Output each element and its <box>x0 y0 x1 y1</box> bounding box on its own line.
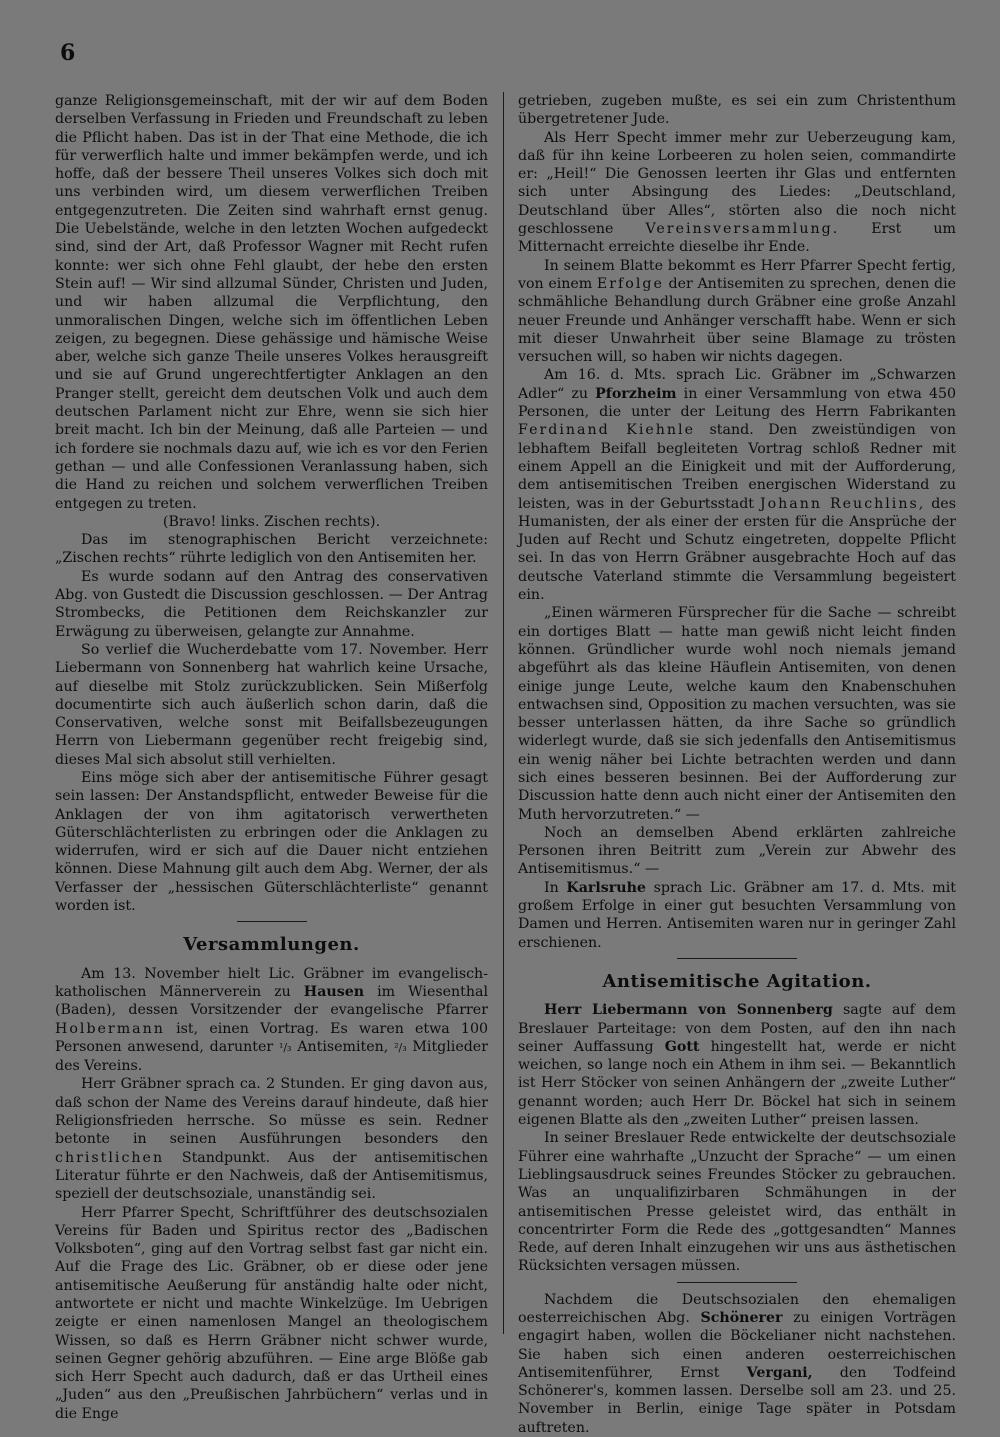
section-heading: Versammlungen. <box>183 934 360 956</box>
left-column <box>55 92 488 1423</box>
paragraph: So verlief die Wucherdebatte vom 17. November. Herr Liebermann von Sonnenberg hat wahrlich keine Ursache, auf dieselbe mit Stolz zurückzublicken. Sein Mißerfolg documentirte sich auch äußerlich schon darin, daß die Conservativen, welche sonst mit Beifallsbezeugungen Herrn von Liebermann gegenüber recht freigebig sind, dieses Mal sich absolut still verhielten. <box>55 641 488 768</box>
paragraph: Herr Pfarrer Specht, Schriftführer des deutschsozialen Vereins für Baden und Spiritus rector des „Badischen Volksboten“, ging auf den Vortrag selbst fast gar nicht ein. Auf die Frage des Lic. Gräbner, ob er diese oder jene antisemitische Aeußerung für anständig halte oder nicht, antwortete er nicht und machte Winkelzüge. Im Uebrigen zeigte er einen namenlosen Mangel an theologischem Wissen, so daß es Herrn Gräbner nicht schwer wurde, seinen Gegner gehörig abzuführen. — Eine arge Blöße gab sich Herr Specht auch dadurch, daß er das Urtheil eines „Juden“ aus den „Preußischen Jahrbüchern“ verlas und in die Enge <box>55 1204 488 1422</box>
person-name: Ferdinand Kiehnle <box>518 422 695 439</box>
paragraph: „Einen wärmeren Fürsprecher für die Sache — schreibt ein dortiges Blatt — hatte man gewiß nicht leicht finden können. Gründlicher wurde wohl noch niemals jemand abgeführt als das kleine Häuflein Antisemiten, von denen einige junge Leute, welche kaum den Knabenschuhen entwachsen sind, Opposition zu machen versuchten, was sie besser unterlassen hätten, da ihre Sache so gründlich widerlegt wurde, daß sie sich jedenfalls den Antisemitismus ein wenig näher bei Lichte betrachten werden und dann sich eines besseren besinnen. Bei der Aufforderung zur Discussion hatte denn auch nicht einer der Antisemiten den Muth hervorzutreten.“ — <box>518 605 956 823</box>
person-name: Schönerer <box>700 1310 783 1326</box>
place-name: Pforzheim <box>595 385 677 402</box>
person-name: Vergani, <box>746 1364 813 1381</box>
paragraph: Herr Liebermann von Sonnenberg sagte auf dem Breslauer Parteitage: von dem Posten, auf den ihn nach seiner Auffassung Gott hingestellt hat, werde er nicht weichen, so lange noch ein Athem in ihm sei. — Bekanntlich ist Herr Stöcker von seinen Anhängern der „zweite Luther“ genannt worden; auch Herr Dr. Böckel hat sich in seinem eigenen Blatte als den „zweiten Luther“ preisen lassen. <box>518 1002 956 1129</box>
person-name: Herr Liebermann von Sonnenberg <box>544 1002 833 1019</box>
paragraph: Am 16. d. Mts. sprach Lic. Gräbner im „Schwarzen Adler“ zu Pforzheim in einer Versammlung von etwa 450 Personen, die unter der Leitung des Herrn Fabrikanten Ferdinand Kiehnle stand. Den zweistündigen von lebhaftem Beifall begleiteten Vortrag schloß Redner mit einem Appell an die Einigkeit und mit der Aufforderung, dem antisemitischen Treiben energischen Widerstand zu leisten, was in der Geburtsstadt Johann Reuchlins, des Humanisten, der als einer der ersten für die Ansprüche der Juden auf Recht und Schutz eingetreten, doppelte Pflicht sei. In das von Herrn Gräbner ausgebrachte Hoch auf das deutsche Vaterland stimmte die Versammlung begeistert ein. <box>518 367 957 604</box>
paragraph: Es wurde sodann auf den Antrag des conservativen Abg. von Gustedt die Discussion geschlossen. — Der Antrag Strombecks, die Petitionen dem Reichskanzler zur Erwägung zu überweisen, gelangte zur Annahme. <box>55 568 488 640</box>
paragraph: ganze Religionsgemeinschaft, mit der wir auf dem Boden derselben Verfassung in Frieden und Freundschaft zu leben die Pflicht haben. Das ist in der That eine Methode, die ich für verwerflich halte und immer bekämpfen werde, und ich hoffe, daß der bessere Theil unseres Volkes sich doch mit uns verbinden wird, um diesem verwerflichen Treiben entgegenzutreten. Die Zeiten sind wahrhaft ernst genug. Die Uebelstände, welche in den letzten Wochen aufgedeckt sind, sind der Art, daß Professor Wagner mit Recht rufen konnte: wer sich ohne Fehl glaubt, der hebe den ersten Stein auf! — Wir sind allzumal Sünder, Christen und Juden, und wir haben allzumal die Verpflichtung, den unmoralischen Dingen, welche sich im öffentlichen Leben zeigen, zu begegnen. Diese gehässige und hämische Weise aber, welche sich ganze Theile unseres Volkes herausgreift und sie auf Grund ungerechtfertigter Anklagen an den Pranger stellt, gereicht dem deutschen Volk und auch dem deutschen Parlament nicht zur Ehre, wenn sie sich hier breit macht. Ich bin der Meinung, daß alle Parteien — und ich fordere sie nochmals dazu auf, wie ich es vor den Ferien gethan — und alle Confessionen Veranlassung haben, sich die Hand zu reichen und solchem verwerflichen Treiben entgegen zu treten. <box>55 93 488 512</box>
paragraph: Eins möge sich aber der antisemitische Führer gesagt sein lassen: Der Anstandspflicht, entweder Beweise für die Anklagen der von ihm agitatorisch verwertheten Güterschlächterlisten zu erbringen oder die Anklagen zu widerrufen, wird er sich auf die Dauer nicht entziehen können. Diese Mahnung gilt auch dem Abg. Werner, der als Verfasser der „hessischen Güterschlächterliste“ genannt worden ist. <box>55 769 488 915</box>
paragraph: Am 13. November hielt Lic. Gräbner im evangelisch-katholischen Männerverein zu Hausen im Wiesenthal (Baden), dessen Vorsitzender der evangelische Pfarrer Holbermann ist, einen Vortrag. Es waren etwa 100 Personen anwesend, darunter ¹/₃ Antisemiten, ²/₃ Mitglieder des Vereins. <box>55 965 489 1075</box>
person-name: Holbermann <box>55 1020 165 1037</box>
right-column <box>518 92 956 1437</box>
paragraph: In Karlsruhe sprach Lic. Gräbner am 17. d. Mts. mit großem Erfolge in einer gut besuchten Versammlung von Damen und Herren. Antisemiten waren nur in geringer Zahl erschienen. <box>518 879 956 951</box>
person-name: Johann Reuchlins, <box>759 495 926 512</box>
column-divider <box>503 92 504 1334</box>
paragraph: In seinem Blatte bekommt es Herr Pfarrer Specht fertig, von einem Erfolge der Antisemiten zu sprechen, denen die schmähliche Behandlung durch Gräbner eine große Anzahl neuer Freunde und Anhänger verschafft habe. Wenn er sich mit dieser Unwahrheit über seine Blamage zu trösten versuchen will, so haben wir nichts dagegen. <box>518 257 957 366</box>
place-name: Hausen <box>303 983 365 1000</box>
paragraph: (Bravo! links. Zischen rechts). <box>162 513 381 530</box>
paragraph: Nachdem die Deutschsozialen den ehemaligen oesterreichischen Abg. Schönerer zu einigen Vorträgen engagirt haben, wollen die Böckelianer nicht nachstehen. Sie haben sich einen anderen oesterreichischen Antisemitenführer, Ernst Vergani, den Todfeind Schönerer's, kommen lassen. Derselbe soll am 23. und 25. November in Berlin, einige Tage später in Potsdam auftreten. <box>518 1291 957 1436</box>
place-name: Karlsruhe <box>566 879 646 896</box>
section-divider <box>677 1282 797 1283</box>
paragraph: getrieben, zugeben mußte, es sei ein zum Christenthum übergetretener Jude. <box>518 93 956 128</box>
section-divider <box>237 921 307 922</box>
paragraph: Als Herr Specht immer mehr zur Ueberzeugung kam, daß für ihn keine Lorbeeren zu holen seien, commandirte er: „Heil!“ Die Genossen leerten ihr Glas und entfernten sich unter Absingung des Liedes: „Deutschland, Deutschland über Alles“, störten also die noch nicht geschlossene Vereinsversammlung. Erst um Mitternacht erreichte dieselbe ihr Ende. <box>518 129 956 256</box>
paragraph: Noch an demselben Abend erklärten zahlreiche Personen ihren Beitritt zum „Verein zur Abwehr des Antisemitismus.“ — <box>518 824 956 878</box>
section-divider <box>677 958 797 959</box>
paragraph: Herr Gräbner sprach ca. 2 Stunden. Er ging davon aus, daß schon der Name des Vereins darauf hindeute, daß hier Religionsfrieden herrsche. So müsse es sein. Redner betonte in seinen Ausführungen besonders den christlichen Standpunkt. Aus der antisemitischen Literatur führte er den Nachweis, daß der Antisemitismus, speziell der deutschsoziale, unanständig sei. <box>55 1076 488 1203</box>
paragraph: Das im stenographischen Bericht verzeichnete: „Zischen rechts“ rührte lediglich von den Antisemiten her. <box>55 532 488 567</box>
page-number: 6 <box>60 40 76 66</box>
paragraph: In seiner Breslauer Rede entwickelte der deutschsoziale Führer eine wahrhafte „Unzucht der Sprache“ — um einen Lieblingsausdruck seines Freundes Stöcker zu gebrauchen. Was an unqualifizirbaren Schmähungen in der antisemitischen Presse geleistet wird, das enthält in concentrirter Form die Rede des „gottgesandten“ Mannes Rede, auf deren Inhalt einzugehen wir uns aus ästhetischen Rücksichten versagen müssen. <box>518 1130 956 1275</box>
section-heading: Antisemitische Agitation. <box>602 970 872 992</box>
